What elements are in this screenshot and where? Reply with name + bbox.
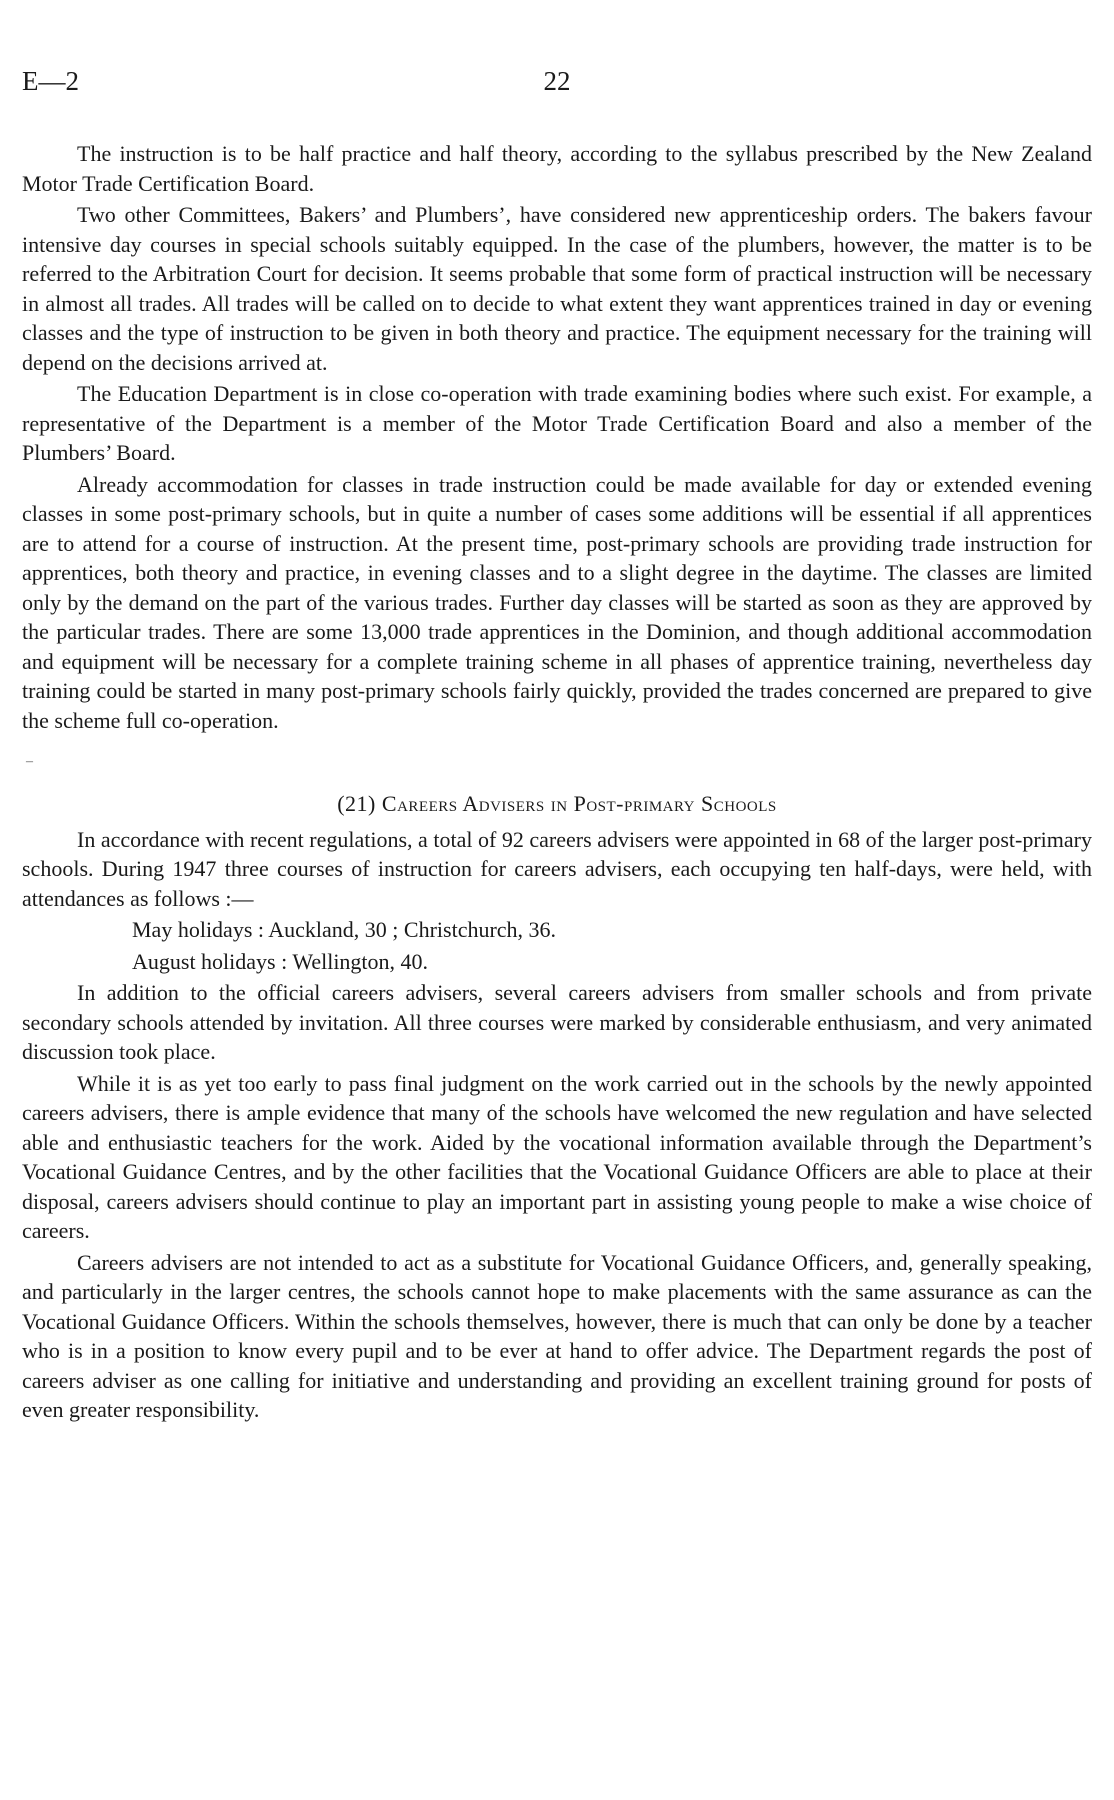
paragraph: In accordance with recent regulations, a total of 92 careers advisers were appointed in 68 of the larger post-primary schools. During 1947 three courses of instruction for careers advisers, each occupying ten half-days, were held, with attendances as follows :— bbox=[22, 826, 1092, 911]
course-line: August holidays : Wellington, 40. bbox=[132, 948, 429, 974]
running-header bbox=[22, 66, 1092, 106]
paragraph: The instruction is to be half practice and half theory, according to the syllabus prescribed by the New Zealand Motor Trade Certification Board. bbox=[22, 141, 1092, 196]
paragraph: While it is as yet too early to pass final judgment on the work carried out in the schools by the newly appointed careers advisers, there is ample evidence that many of the schools have welcomed the new regulation and have selected able and enthusiastic teachers for the work. Aided by the vocational information available through the Department’s Vocational Guidance Centres, and by the other facilities that the Vocational Guidance Officers are able to place at their disposal, careers advisers should continue to play an important part in assisting young people to make a wise choice of careers. bbox=[22, 1070, 1092, 1243]
section-number: (21) bbox=[337, 791, 376, 816]
stray-mark bbox=[22, 737, 1092, 785]
document-body bbox=[22, 139, 1092, 1427]
page-number: 22 bbox=[543, 66, 571, 96]
section-heading bbox=[22, 789, 1092, 819]
paragraph: Careers advisers are not intended to act as a substitute for Vocational Guidance Officers, and, generally speaking, and particularly in the larger centres, the schools cannot hope to make placements with the same assurance as can the Vocational Guidance Officers. Within the schools themselves, however, there is much that can only be done by a teacher who is in a position to know every pupil and to be ever at hand to offer advice. The Department regards the post of careers adviser as one calling for initiative and understanding and providing an excellent training ground for posts of even greater responsibility. bbox=[22, 1249, 1092, 1422]
stray-mark-glyph: – bbox=[26, 754, 33, 769]
paragraph: The Education Department is in close co-operation with trade examining bodies where such exist. For example, a representative of the Department is a member of the Motor Trade Certification Board and also a member of the Plumbers’ Board. bbox=[22, 381, 1092, 465]
course-line: May holidays : Auckland, 30 ; Christchurch, 36. bbox=[132, 917, 557, 942]
paragraph: Two other Committees, Bakers’ and Plumbers’, have considered new apprenticeship orders. The bakers favour intensive day courses in special schools suitably equipped. In the case of the plumbers, however, the matter is to be referred to the Arbitration Court for decision. It seems probable that some form of practical instruction will be necessary in almost all trades. All trades will be called on to decide to what extent they want apprentices trained in day or evening classes and the type of instruction to be given in both theory and practice. The equipment necessary for the training will depend on the decisions arrived at. bbox=[22, 202, 1092, 375]
document-code: E—2 bbox=[22, 66, 79, 96]
paragraph: Already accommodation for classes in trade instruction could be made available for day or extended evening classes in some post-primary schools, but in quite a number of cases some additions will be essential if all apprentices are to attend for a course of instruction. At the present time, post-primary schools are providing trade instruction for apprentices, both theory and practice, in evening classes and to a slight degree in the daytime. The classes are limited only by the demand on the part of the various trades. Further day classes will be started as soon as they are approved by the particular trades. There are some 13,000 trade apprentices in the Dominion, and though additional accommodation and equipment will be necessary for a complete training scheme in all phases of apprentice training, nevertheless day training could be started in many post-primary schools fairly quickly, provided the trades concerned are prepared to give the scheme full co-operation. bbox=[22, 471, 1092, 733]
paragraph: In addition to the official careers advisers, several careers advisers from smaller schools and from private secondary schools attended by invitation. All three courses were marked by considerable enthusiasm, and very animated discussion took place. bbox=[22, 980, 1092, 1064]
section-title: Careers Advisers in Post-primary Schools bbox=[381, 791, 777, 816]
